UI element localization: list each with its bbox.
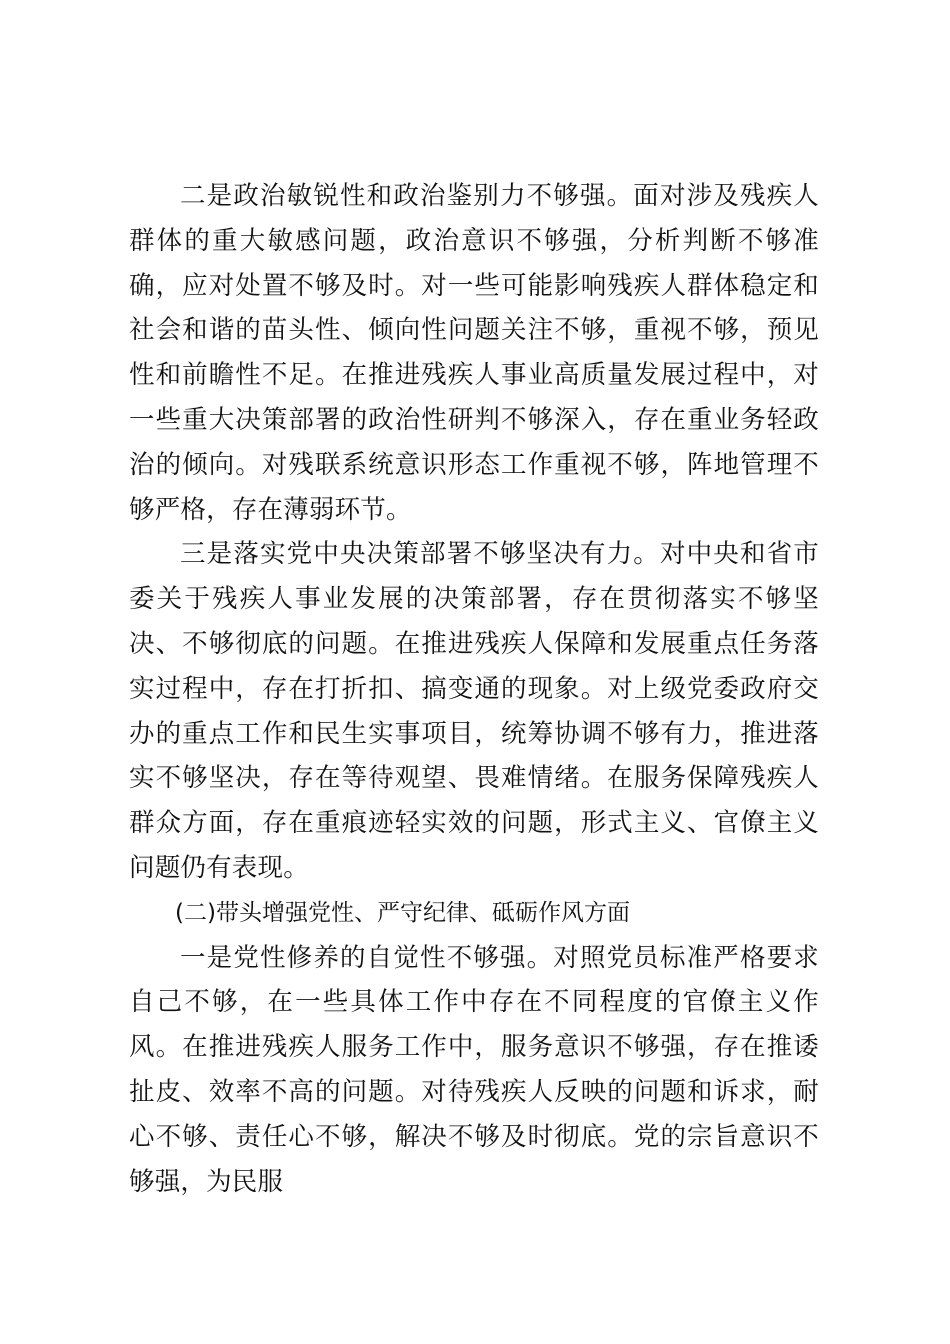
paragraph-party-cultivation: 一是党性修养的自觉性不够强。对照党员标准严格要求自己不够，在一些具体工作中存在不同程度的官僚主义作风。在推进残疾人服务工作中，服务意识不够强，存在推诿扯皮、效率不高的问题。对待残疾人反映的问题和诉求，耐心不够、责任心不够，解决不够及时彻底。党的宗旨意识不够强，为民服 [129,942,819,1197]
section-heading-party-spirit: (二)带头增强党性、严守纪律、砥砺作风方面 [175,899,630,926]
document-page [129,174,819,1204]
paragraph-political-sensitivity: 二是政治敏锐性和政治鉴别力不够强。面对涉及残疾人群体的重大敏感问题，政治意识不够强，分析判断不够准确，应对处置不够及时。对一些可能影响残疾人群体稳定和社会和谐的苗头性、倾向性问题关注不够，重视不够，预见性和前瞻性不足。在推进残疾人事业高质量发展过程中，对一些重大决策部署的政治性研判不够深入，存在重业务轻政治的倾向。对残联系统意识形态工作重视不够，阵地管理不够严格，存在薄弱环节。 [129,181,819,525]
paragraph-implementation: 三是落实党中央决策部署不够坚决有力。对中央和省市委关于残疾人事业发展的决策部署，存在贯彻落实不够坚决、不够彻底的问题。在推进残疾人保障和发展重点任务落实过程中，存在打折扣、搞变通的现象。对上级党委政府交办的重点工作和民生实事项目，统筹协调不够有力，推进落实不够坚决，存在等待观望、畏难情绪。在服务保障残疾人群众方面，存在重痕迹轻实效的问题，形式主义、官僚主义问题仍有表现。 [129,539,819,883]
